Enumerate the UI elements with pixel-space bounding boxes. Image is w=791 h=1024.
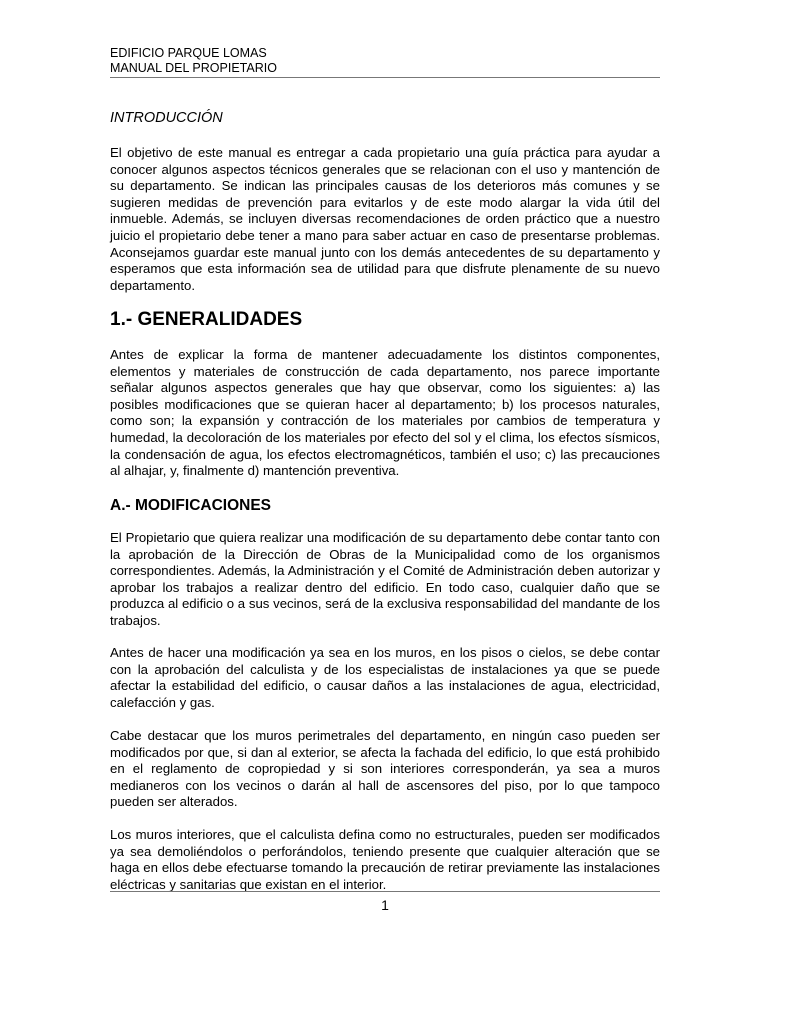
section-a-heading: A.- MODIFICACIONES xyxy=(110,497,272,514)
document-page xyxy=(110,0,660,1024)
page-header xyxy=(110,46,660,76)
section-a-paragraph-4: Los muros interiores, que el calculista defina como no estructurales, pueden ser modificados ya sea demoliéndolos o perforándolos, teniendo presente que cualquier alteración que se haga en ellos debe efectuarse tomando la precaución de retirar previamente las instalaciones eléctricas y sanitarias que existan en el interior. xyxy=(110,827,660,892)
section-1-heading: 1.- GENERALIDADES xyxy=(110,309,303,330)
header-building-name: EDIFICIO PARQUE LOMAS xyxy=(110,46,267,60)
section-1-paragraph: Antes de explicar la forma de mantener adecuadamente los distintos componentes, elementos y materiales de construcción de cada departamento, nos parece importante señalar algunos aspectos generales que hay que observar, como los siguientes: a) las posibles modificaciones que se quieran hacer al departamento; b) los procesos naturales, como son; la expansión y contracción de los materiales por cambios de temperatura y humedad, la decoloración de los materiales por efecto del sol y el clima, los efectos sísmicos, la condensación de agua, los efectos electromagnéticos, también el uso; c) las precauciones al alhajar, y, finalmente d) mantención preventiva. xyxy=(110,347,660,479)
section-a-paragraph-1: El Propietario que quiera realizar una modificación de su departamento debe contar tanto con la aprobación de la Dirección de Obras de la Municipalidad como de los organismos correspondientes. Además, la Administración y el Comité de Administración deben autorizar y aprobar los trabajos a realizar dentro del edificio. En todo caso, cualquier daño que se produzca al edificio o a sus vecinos, será de la exclusiva responsabilidad del mandante de los trabajos. xyxy=(110,530,660,628)
section-a-paragraph-3: Cabe destacar que los muros perimetrales del departamento, en ningún caso pueden ser modificados por que, si dan al exterior, se afecta la fachada del edificio, lo que está prohibido en el reglamento de copropiedad y si son interiores corresponderán, ya sea a muros medianeros con los vecinos o darán al hall de ascensores del piso, por lo que tampoco pueden ser alterados. xyxy=(110,728,660,810)
intro-heading: INTRODUCCIÓN xyxy=(110,110,223,126)
header-manual-title: MANUAL DEL PROPIETARIO xyxy=(110,61,277,75)
page-number: 1 xyxy=(381,897,389,913)
section-a-paragraph-2: Antes de hacer una modificación ya sea en los muros, en los pisos o cielos, se debe contar con la aprobación del calculista y de los especialistas de instalaciones ya que se puede afectar la estabilidad del edificio, o causar daños a las instalaciones de agua, electricidad, calefacción y gas. xyxy=(110,645,660,710)
footer-divider xyxy=(110,891,660,892)
intro-paragraph: El objetivo de este manual es entregar a cada propietario una guía práctica para ayudar a conocer algunos aspectos técnicos generales que se relacionan con el uso y mantención de su departamento. Se indican las principales causas de los deterioros más comunes y se sugieren medidas de prevención para evitarlos y de este modo alargar la vida útil del inmueble. Además, se incluyen diversas recomendaciones de orden práctico que a nuestro juicio el propietario debe tener a mano para saber actuar en caso de presentarse problemas. Aconsejamos guardar este manual junto con los demás antecedentes de su departamento y esperamos que esta información sea de utilidad para que disfrute plenamente de su nuevo departamento. xyxy=(110,145,660,293)
header-divider xyxy=(110,77,660,78)
